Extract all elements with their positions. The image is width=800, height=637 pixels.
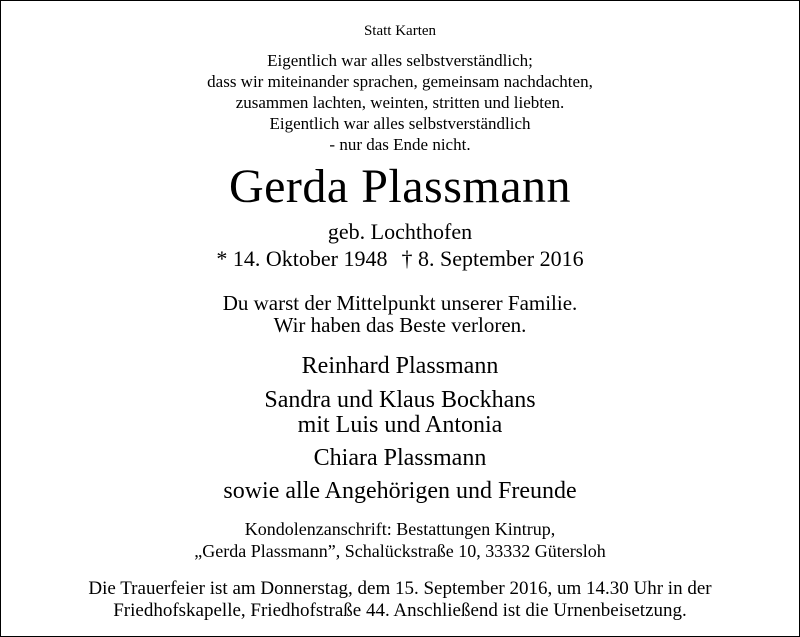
family-member: Reinhard Plassmann [301,353,499,379]
family-member: Chiara Plassmann [313,445,487,471]
message-line: Du warst der Mittelpunkt unserer Familie. [222,291,578,315]
poem-line: Eigentlich war alles selbstverständlich; [267,51,533,70]
life-dates [1,248,799,270]
family-member: Sandra und Klaus Bockhans [264,387,536,413]
funeral-info: Die Trauerfeier ist am Donnerstag, dem 15. September 2016, um 14.30 Uhr in der [88,578,712,599]
funeral-info: Friedhofskapelle, Friedhofstraße 44. Anschließend ist die Urnenbeisetzung. [113,600,687,621]
family-member: sowie alle Angehörigen und Freunde [223,478,577,504]
poem-line: zusammen lachten, weinten, stritten und liebten. [235,93,565,112]
poem-line: Eigentlich war alles selbstverständlich [269,114,531,133]
deceased-name: Gerda Plassmann [228,160,572,213]
condolence-address: Kondolenzanschrift: Bestattungen Kintrup, [244,519,556,539]
maiden-name: geb. Lochthofen [327,219,473,244]
condolence-address: „Gerda Plassmann”, Schalückstraße 10, 33332 Gütersloh [194,541,606,561]
death-date: † 8. September 2016 [401,246,584,271]
family-member: mit Luis und Antonia [297,412,503,438]
poem-line: dass wir miteinander sprachen, gemeinsam nachdachten, [207,72,593,91]
poem-line: - nur das Ende nicht. [329,135,471,154]
notice-header: Statt Karten [363,23,437,39]
birth-date: * 14. Oktober 1948 [216,246,388,271]
message-line: Wir haben das Beste verloren. [273,313,527,337]
